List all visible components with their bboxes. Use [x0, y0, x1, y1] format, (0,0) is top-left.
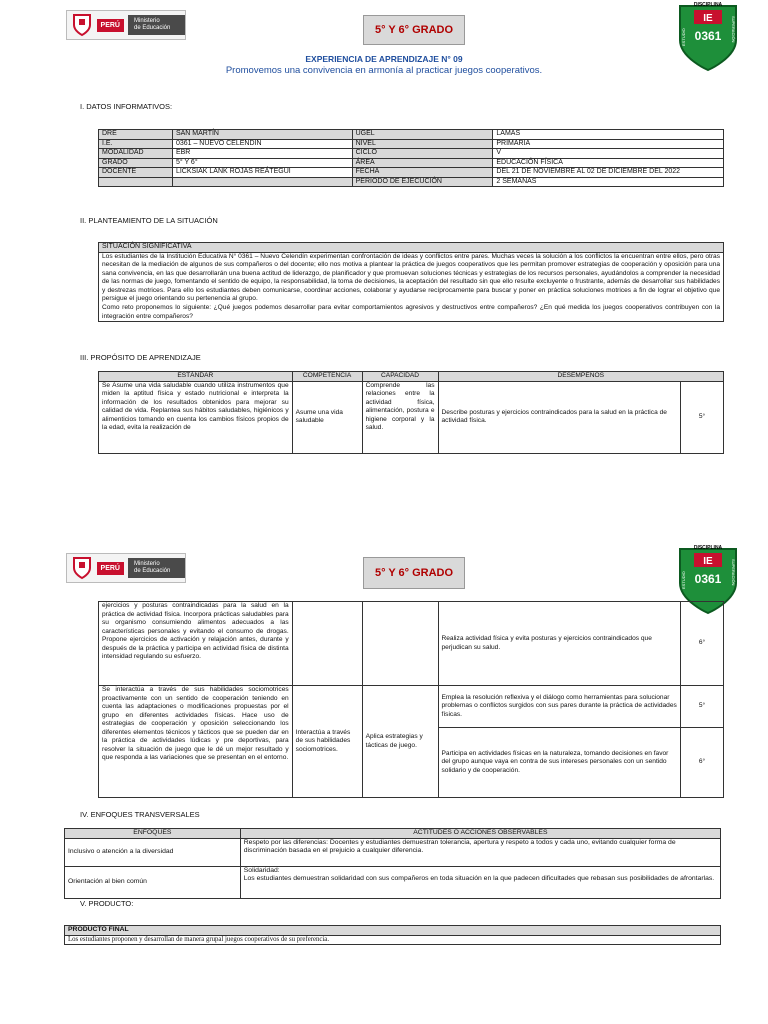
table-row: [99, 158, 724, 168]
cell: ÁREA: [352, 158, 493, 168]
standard-cell: Se interactúa a través de sus habilidades sociomotrices proactivamente con un sentido de cooperación teniendo en cuenta las adaptaciones o modificaciones propuestas por el grupo en diferentes actividades físicas. Hace uso de estrategias de cooperación y oposición seleccionando los diferentes elementos técnicos y tácticos que se pueden dar en la práctica de actividades lúdicas y pre deportivas, para resolver la situación de juego que le dé un mejor resultado y que responda a las variaciones que se presentan en el entorno.: [99, 686, 293, 798]
table-row: [65, 829, 721, 839]
cell: UGEL: [352, 130, 493, 140]
cell: 2 SEMANAS: [493, 177, 724, 187]
table-row: [65, 926, 721, 936]
grade-cell: 5°: [681, 381, 724, 453]
table-row: [99, 372, 724, 382]
badge-top-text: DISCIPLINA: [693, 2, 723, 8]
coat-of-arms-icon: [71, 11, 93, 39]
experience-title: EXPERIENCIA DE APRENDIZAJE N° 09: [305, 54, 463, 64]
product-header: PRODUCTO FINAL: [65, 926, 721, 936]
table-row: [99, 177, 724, 187]
cell: 5° Y 6°: [172, 158, 352, 168]
cell: DEL 21 DE NOVIEMBRE AL 02 DE DICIEMBRE DEL 2022: [493, 168, 724, 178]
grade-cell: 6°: [681, 602, 724, 686]
cell: LAMAS: [493, 130, 724, 140]
badge-right-text: SUPERACIÓN: [731, 559, 736, 586]
badge-letters: IE: [703, 13, 713, 24]
badge-number: 0361: [694, 572, 722, 586]
cell: SAN MARTÍN: [172, 130, 352, 140]
table-row: [99, 243, 724, 253]
info-table: [98, 129, 724, 187]
table-row: [99, 139, 724, 149]
purpose-table: [98, 371, 724, 454]
cell: PRIMARIA: [493, 139, 724, 149]
cell: V: [493, 149, 724, 159]
capacity-cell: Comprende las relaciones entre la actividad física, alimentación, postura e higiene corporal y la salud.: [362, 381, 438, 453]
badge-number: 0361: [694, 29, 722, 43]
standard-cell: Se Asume una vida saludable cuando utiliza instrumentos que miden la aptitud física y estado nutricional e interpreta la información de los resultados obtenidos para mejorar su calidad de vida. Replantea sus hábitos saludables, higiénicos y alimenticios tomando en cuenta los cambios físicos propios de la edad, evita la realización de: [99, 381, 293, 453]
peru-label: PERÚ: [97, 562, 124, 575]
approach-name: Inclusivo o atención a la diversidad: [65, 838, 241, 866]
cell: [172, 177, 352, 187]
header-attitudes: ACTITUDES O ACCIONES OBSERVABLES: [240, 829, 720, 839]
performance-cell: Emplea la resolución reflexiva y el diálogo como herramientas para solucionar problemas o conflictos surgidos con sus pares durante la práctica de actividades físicas.: [438, 686, 681, 728]
grade-cell: 5°: [681, 686, 724, 728]
performance-cell: Describe posturas y ejercicios contraindicados para la salud en la práctica de actividad física.: [438, 381, 681, 453]
section-4-title: IV. ENFOQUES TRANSVERSALES: [80, 810, 200, 819]
table-row: [65, 866, 721, 898]
competence-cell: Asume una vida saludable: [292, 381, 362, 453]
cell: LICKSIAK LANK ROJAS REÁTEGUI: [172, 168, 352, 178]
table-row: [99, 686, 724, 728]
approach-cell: [240, 866, 720, 898]
standard-cell: ejercicios y posturas contraindicadas para la salud en la práctica de actividad física. Incorpora prácticas saludables para su organismo consumiendo alimentos adecuados a las características personales y evitando el consumo de drogas. Propone ejercicios de activación y relajación antes, durante y después de la práctica y participa en actividad física de distinta intensidad regulando su esfuerzo.: [99, 602, 293, 686]
cell: DOCENTE: [99, 168, 173, 178]
approach-text: Respeto por las diferencias: Docentes y estudiantes demuestran tolerancia, apertura y respeto a todos y cada uno, evitando cualquier forma de discriminación basada en el prejuicio a cualquier diferencia.: [240, 838, 720, 866]
section-1-title: I. DATOS INFORMATIVOS:: [80, 102, 173, 111]
ministry-logo: [66, 10, 186, 40]
grade-cell: 6°: [681, 728, 724, 798]
section-2-title: II. PLANTEAMIENTO DE LA SITUACIÓN: [80, 216, 218, 225]
badge-top-text: DISCIPLINA: [693, 545, 723, 551]
section-3-title: III. PROPÓSITO DE APRENDIZAJE: [80, 353, 201, 362]
badge-left-text: ESTUDIO: [681, 571, 686, 589]
competence-cell: [292, 602, 362, 686]
performance-cell: Realiza actividad física y evita posturas y ejercicios contraindicados que perjudican su salud.: [438, 602, 681, 686]
cell: EBR: [172, 149, 352, 159]
section-5-title: V. PRODUCTO:: [80, 899, 134, 908]
situation-text: Los estudiantes de la Institución Educativa N° 0361 – Nuevo Celendín experimentan confrontación de ideas y conflictos entre pares. Muchas veces la solución a los conflictos la encuentran entre ellos, pero otras necesitan de la mediación de algunos de sus compañeros o del docente; ello nos motiva a plantear la práctica de juegos cooperativos que les permitan promover estrategias de cooperación y oposición para una sana convivencia, en las que desarrollarán una buena actitud de liderazgo, de planificador y que promuevan soluciones técnicas y estrategias de los recursos personales, ayudándolos a comprender la necesidad de las normas de juego, fomentando el sentido de equipo, la responsabilidad, la toma de decisiones, la aceptación del resultado sin que ello resulte excluyente o frustrante, además de desarrollar sus habilidades y destrezas motrices. Para ello los estudiantes deben comunicarse, coordinar acciones, colaborar y ayudarse recíprocamente para buscar y poner en práctica soluciones motrices a fin de lograr el objetivo que persigue el juego orientando su pertenencia al grupo.: [102, 252, 720, 303]
table-row: [65, 838, 721, 866]
cell: MODALIDAD: [99, 149, 173, 159]
coat-of-arms-icon: [71, 554, 93, 582]
approach-name: Orientación al bien común: [65, 866, 241, 898]
badge-right-text: SUPERACIÓN: [731, 16, 736, 43]
header-performance: DESEMPEÑOS: [438, 372, 724, 382]
situation-table: [98, 242, 724, 322]
grade-banner: 5° Y 6° GRADO: [363, 15, 465, 45]
table-row: [99, 149, 724, 159]
badge-left-text: ESTUDIO: [681, 28, 686, 46]
header-approach: ENFOQUES: [65, 829, 241, 839]
ministry-logo-2: [66, 553, 186, 583]
cell: FECHA: [352, 168, 493, 178]
product-text: Los estudiantes proponen y desarrollan de manera grupal juegos cooperativos de su preferencia.: [65, 935, 721, 945]
ministry-label: Ministerio de Educación: [128, 15, 185, 35]
table-row: [99, 252, 724, 322]
header-standard: ESTÁNDAR: [99, 372, 293, 382]
situation-header: SITUACIÓN SIGNIFICATIVA: [99, 243, 724, 253]
product-table: [64, 925, 721, 945]
cell: 0361 – NUEVO CELENDIN: [172, 139, 352, 149]
badge-letters: IE: [703, 556, 713, 567]
approaches-table: [64, 828, 721, 899]
cell: CICLO: [352, 149, 493, 159]
capacity-cell: Aplica estrategias y tácticas de juego.: [362, 686, 438, 798]
experience-subtitle: Promovemos una convivencia en armonía al practicar juegos cooperativos.: [225, 65, 543, 76]
cell: EDUCACIÓN FÍSICA: [493, 158, 724, 168]
table-row: [99, 130, 724, 140]
cell: NIVEL: [352, 139, 493, 149]
capacity-cell: [362, 602, 438, 686]
cell: GRADO: [99, 158, 173, 168]
approach-text: Los estudiantes demuestran solidaridad con sus compañeros en toda situación en la que padecen dificultades que rebasan sus posibilidades de afrontarlas.: [243, 875, 715, 882]
header-competence: COMPETENCIA: [292, 372, 362, 382]
cell: DRE: [99, 130, 173, 140]
situation-question: Como reto proponemos lo siguiente: ¿Qué juegos podemos desarrollar para evitar comportamientos agresivos y destructivos entre compañeros? ¿En qué medida los juegos cooperativos contribuyen con la integración entre compañeros?: [102, 304, 720, 320]
table-row: [99, 602, 724, 686]
approach-subheading: Solidaridad:: [243, 866, 280, 874]
table-row: [99, 381, 724, 453]
cell: PERIODO DE EJECUCIÓN: [352, 177, 493, 187]
grade-banner-2: 5° Y 6° GRADO: [363, 557, 465, 589]
ministry-label: Ministerio de Educación: [128, 558, 185, 578]
situation-cell: [99, 252, 724, 322]
cell: [99, 177, 173, 187]
cell: I.E.: [99, 139, 173, 149]
purpose-table-continued: [98, 601, 724, 798]
performance-cell: Participa en actividades físicas en la naturaleza, tomando decisiones en favor del grupo aunque vaya en contra de sus intereses personales con un sentido solidario y de cooperación.: [438, 728, 681, 798]
table-row: [65, 935, 721, 945]
header-capacity: CAPACIDAD: [362, 372, 438, 382]
peru-label: PERÚ: [97, 19, 124, 32]
table-row: [99, 168, 724, 178]
competence-cell: Interactúa a través de sus habilidades sociomotrices.: [292, 686, 362, 798]
